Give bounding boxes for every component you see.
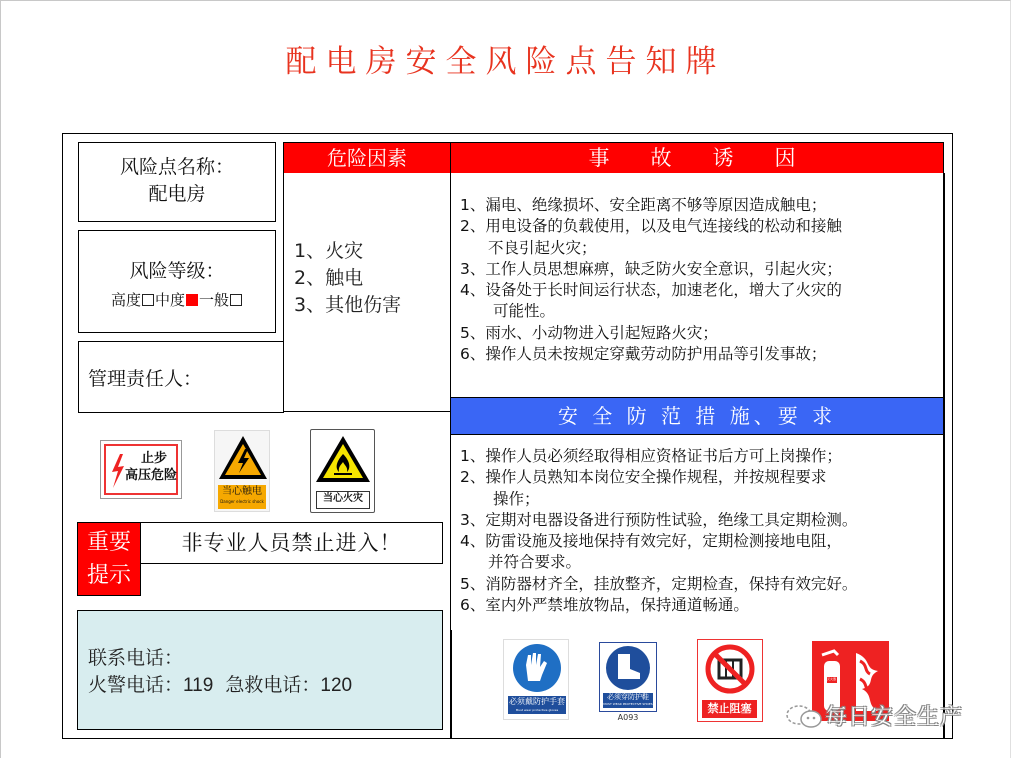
hazard-item: 3、其他伤害 — [294, 294, 402, 316]
important-notice-box — [140, 522, 443, 564]
electric-shock-sign — [214, 430, 270, 512]
measure-line: 3、定期对电器设备进行预防性试验，绝缘工具定期检测。 — [460, 510, 858, 529]
accident-causes-header: 事 故 诱 因 — [450, 142, 944, 174]
risk-point-box — [78, 142, 276, 222]
electric-shock-icon — [216, 433, 270, 483]
important-tag — [77, 522, 141, 596]
measure-line: 2、操作人员熟知本岗位安全操作规程，并按规程要求 — [460, 468, 827, 487]
gloves-sub: Must wear protective gloves — [515, 708, 559, 712]
ambulance-phone-number: 120 — [320, 675, 353, 696]
risk-level-high-label: 高度 — [110, 291, 141, 309]
boots-sign-code: A093 — [617, 713, 639, 722]
contact-numbers — [88, 672, 442, 699]
page-title: 配电房安全风险点告知牌 — [285, 44, 726, 80]
important-tag-line2: 提示 — [86, 563, 131, 588]
risk-level-box — [78, 230, 276, 333]
hazard-item: 1、火灾 — [294, 240, 364, 262]
electric-shock-sub: Danger electric shock — [220, 499, 264, 504]
measure-line: 6、室内外严禁堆放物品，保持通道畅通。 — [460, 596, 749, 615]
watermark — [785, 700, 963, 731]
important-notice-text: 非专业人员禁止进入！ — [181, 531, 402, 555]
gloves-icon — [512, 643, 562, 693]
risk-level-general-checkbox[interactable] — [230, 294, 242, 306]
high-voltage-line2: 高压危险 — [124, 468, 177, 483]
right-inner-border — [943, 173, 945, 739]
gloves-label: 必须戴防护手套 — [509, 697, 565, 706]
risk-level-high-checkbox[interactable] — [142, 294, 154, 306]
accident-causes-box — [450, 173, 944, 398]
cause-line: 2、用电设备的负载使用，以及电气连接线的松动和接触 — [460, 217, 842, 236]
high-voltage-sign — [100, 440, 182, 499]
hazard-item: 2、触电 — [294, 267, 364, 289]
fire-phone-number: 119 — [183, 675, 214, 696]
measure-line: 并符合要求。 — [488, 553, 582, 572]
hazards-box — [283, 173, 451, 412]
ambulance-phone-label: 急救电话： — [225, 674, 321, 696]
cause-line: 可能性。 — [493, 302, 556, 321]
important-tag-line1: 重要 — [86, 530, 131, 555]
boots-sign — [599, 642, 657, 712]
hazards-header: 危险因素 — [283, 142, 451, 174]
no-blocking-label: 禁止阻塞 — [702, 700, 757, 718]
cause-line: 6、操作人员未按规定穿戴劳动防护用品等引发事故； — [460, 345, 827, 364]
electric-shock-label: 当心触电 — [222, 486, 262, 497]
risk-level-label: 风险等级： — [129, 260, 225, 282]
fire-hazard-sign — [310, 429, 375, 513]
risk-level-options — [79, 289, 275, 310]
cause-line: 4、设备处于长时间运行状态，加速老化，增大了火灾的 — [460, 281, 842, 300]
measure-line: 1、操作人员必须经取得相应资格证书后方可上岗操作； — [460, 447, 842, 465]
contact-label: 联系电话： — [88, 647, 184, 669]
column-divider — [450, 630, 452, 739]
cause-line: 不良引起火灾； — [488, 238, 597, 257]
boots-icon — [603, 645, 653, 691]
manager-box — [78, 341, 284, 413]
contact-box — [77, 610, 443, 730]
measure-line: 操作； — [493, 489, 540, 508]
boots-sub: MUST WEAR PROTECTIVE SHOES — [603, 702, 653, 706]
boots-label: 必须穿防护鞋 — [607, 693, 649, 701]
fire-phone-label: 火警电话： — [88, 674, 184, 696]
cause-line: 1、漏电、绝缘损坏、安全距离不够等原因造成触电； — [460, 196, 827, 214]
no-blocking-icon — [702, 643, 758, 695]
measure-line: 4、防雷设施及接地保持有效完好，定期检测接地电阻， — [460, 532, 842, 551]
risk-point-value: 配电房 — [148, 183, 206, 205]
watermark-text: 每日安全生产 — [825, 705, 964, 730]
risk-level-general-label: 一般 — [199, 291, 230, 309]
risk-point-label: 风险点名称： — [119, 156, 234, 178]
risk-level-medium-label: 中度 — [154, 291, 185, 309]
manager-label: 管理责任人： — [88, 368, 203, 390]
fire-hazard-icon — [314, 434, 372, 486]
cause-line: 3、工作人员思想麻痹，缺乏防火安全意识，引起火灾； — [460, 259, 842, 278]
fire-extinguisher-label: 灭火器 — [827, 677, 837, 681]
gloves-sign — [503, 639, 569, 720]
fire-hazard-label: 当心火灾 — [316, 491, 370, 509]
safety-measures-box — [450, 435, 944, 635]
measure-line: 5、消防器材齐全，挂放整齐，定期检查，保持有效完好。 — [460, 574, 858, 593]
risk-level-medium-checkbox[interactable] — [186, 294, 198, 306]
high-voltage-line1: 止步 — [140, 451, 167, 466]
wechat-icon — [785, 703, 825, 729]
safety-measures-header: 安 全 防 范 措 施、要 求 — [450, 397, 944, 435]
no-blocking-sign — [697, 639, 763, 722]
cause-line: 5、雨水、小动物进入引起短路火灾； — [460, 323, 718, 342]
